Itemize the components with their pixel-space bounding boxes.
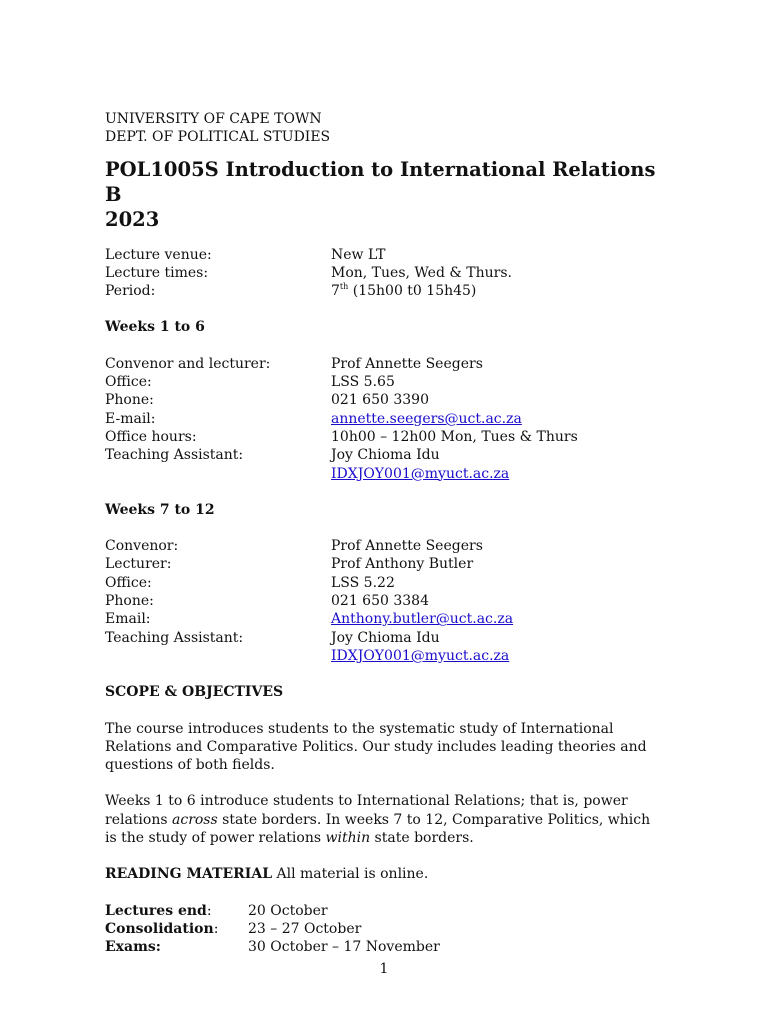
page-number: 1 xyxy=(379,961,389,977)
weeks1-contact-table xyxy=(105,355,665,483)
weeks2-row xyxy=(105,537,665,555)
weeks1-value: 10h00 – 12h00 Mon, Tues & Thurs xyxy=(331,428,578,445)
weeks1-label: Convenor and lecturer: xyxy=(105,355,271,372)
weeks1-row xyxy=(105,391,665,409)
reading-material: READING MATERIAL All material is online. xyxy=(105,866,429,883)
weeks1-label: Teaching Assistant: xyxy=(105,447,244,464)
weeks2-value: LSS 5.22 xyxy=(331,574,395,591)
date-row xyxy=(105,902,665,920)
weeks2-value: Prof Annette Seegers xyxy=(331,538,483,555)
weeks1-row xyxy=(105,465,665,483)
date-value: 23 – 27 October xyxy=(248,920,362,937)
lecture-times-label: Lecture times: xyxy=(105,264,209,281)
weeks2-label: Convenor: xyxy=(105,538,179,555)
department-name: DEPT. OF POLITICAL STUDIES xyxy=(105,129,331,146)
weeks2-row xyxy=(105,629,665,647)
scope-heading: SCOPE & OBJECTIVES xyxy=(105,684,284,701)
lecture-times-value: Mon, Tues, Wed & Thurs. xyxy=(331,264,512,281)
weeks2-email-link[interactable]: IDXJOY001@myuct.ac.za xyxy=(331,647,510,664)
course-title-line1: POL1005S Introduction to International Relations B xyxy=(105,157,656,206)
weeks1-row xyxy=(105,373,665,391)
key-dates xyxy=(105,902,665,957)
weeks1-email-link[interactable]: annette.seegers@uct.ac.za xyxy=(331,410,522,427)
weeks1-row xyxy=(105,355,665,373)
weeks2-heading: Weeks 7 to 12 xyxy=(105,501,215,518)
weeks1-label: Office hours: xyxy=(105,428,197,445)
weeks1-value: Joy Chioma Idu xyxy=(331,447,440,464)
date-value: 30 October – 17 November xyxy=(248,939,440,956)
weeks2-label: Office: xyxy=(105,574,152,591)
weeks2-label: Phone: xyxy=(105,593,154,610)
period-label: Period: xyxy=(105,283,156,300)
weeks1-value: LSS 5.65 xyxy=(331,374,395,391)
weeks1-row xyxy=(105,410,665,428)
date-label: Exams: xyxy=(105,939,161,956)
weeks1-row xyxy=(105,428,665,446)
lecture-venue-label: Lecture venue: xyxy=(105,246,212,263)
scope-paragraph-1: The course introduces students to the systematic study of International Relations and Comparative Politics. Our study includes leading theories and questions of both fields. xyxy=(105,720,647,774)
period-value: 7th (15h00 t0 15h45) xyxy=(331,282,477,300)
weeks2-row xyxy=(105,574,665,592)
weeks1-value: 021 650 3390 xyxy=(331,392,429,409)
date-label: Lectures end: xyxy=(105,902,212,919)
weeks2-value: 021 650 3384 xyxy=(331,593,429,610)
weeks2-email-link[interactable]: Anthony.butler@uct.ac.za xyxy=(331,611,514,628)
date-label: Consolidation: xyxy=(105,920,219,937)
date-row xyxy=(105,938,665,956)
document-page xyxy=(105,110,665,957)
weeks1-heading: Weeks 1 to 6 xyxy=(105,319,205,336)
weeks2-value: Prof Anthony Butler xyxy=(331,556,474,573)
weeks2-label: Teaching Assistant: xyxy=(105,629,244,646)
weeks2-label: Lecturer: xyxy=(105,556,172,573)
lecture-venue-value: New LT xyxy=(331,246,386,263)
weeks1-label: Office: xyxy=(105,374,152,391)
date-row xyxy=(105,920,665,938)
weeks1-row xyxy=(105,446,665,464)
weeks1-email-link[interactable]: IDXJOY001@myuct.ac.za xyxy=(331,465,510,482)
weeks2-row xyxy=(105,647,665,665)
weeks1-label: Phone: xyxy=(105,392,154,409)
scope-paragraph-2: Weeks 1 to 6 introduce students to International Relations; that is, power relations across state borders. In weeks 7 to 12, Comparative Politics, which is the study of power relations within state borders. xyxy=(105,793,651,847)
weeks2-value: Joy Chioma Idu xyxy=(331,629,440,646)
weeks1-label xyxy=(105,465,331,483)
course-title-line2: 2023 xyxy=(105,207,160,231)
course-title xyxy=(105,157,665,232)
weeks2-contact-table xyxy=(105,537,665,665)
weeks1-label: E-mail: xyxy=(105,410,156,427)
weeks2-row xyxy=(105,555,665,573)
weeks2-row xyxy=(105,610,665,628)
weeks2-label: Email: xyxy=(105,611,151,628)
lecture-info xyxy=(105,246,665,301)
university-name: UNIVERSITY OF CAPE TOWN xyxy=(105,111,322,127)
weeks2-row xyxy=(105,592,665,610)
date-value: 20 October xyxy=(248,902,328,919)
weeks2-label xyxy=(105,647,331,665)
weeks1-value: Prof Annette Seegers xyxy=(331,355,483,372)
